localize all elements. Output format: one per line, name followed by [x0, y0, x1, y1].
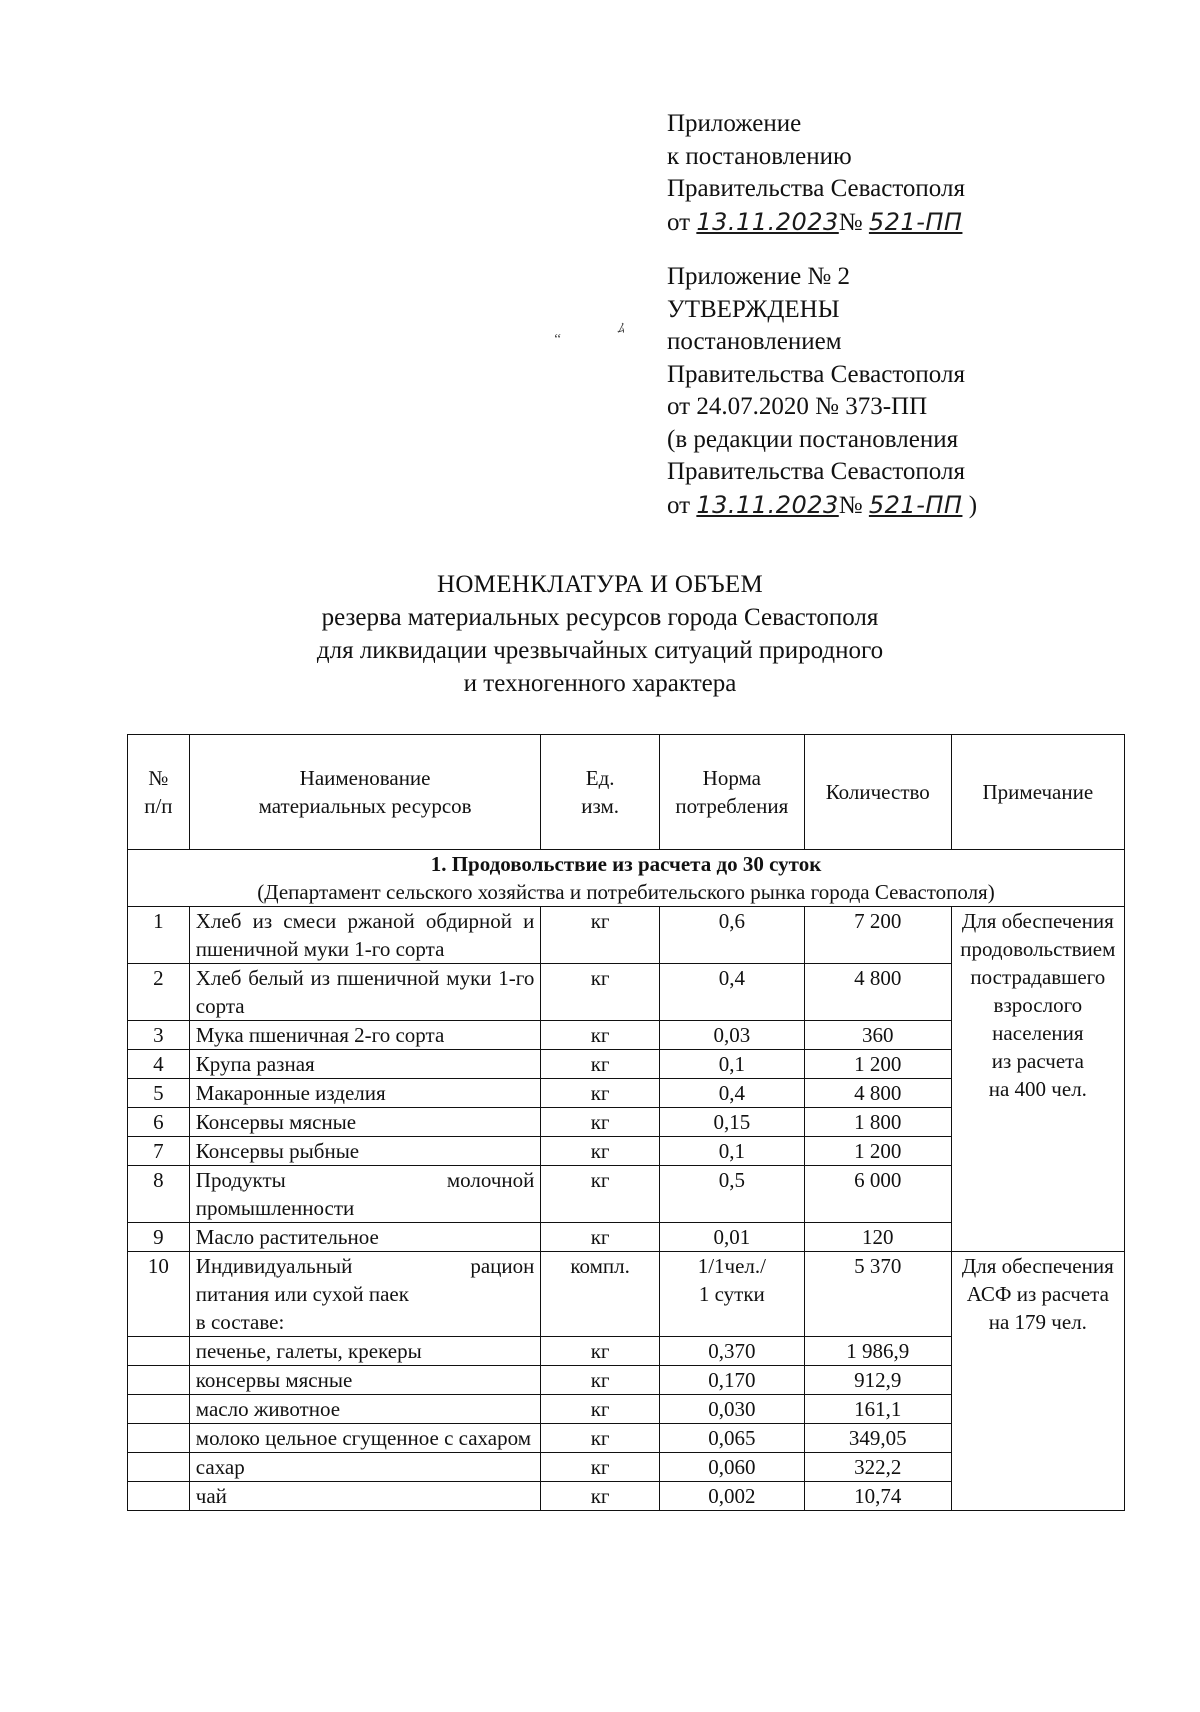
government3-label: Правительства Севастополя — [667, 458, 965, 485]
scan-mark: ﾑ — [617, 322, 624, 337]
resources-table — [127, 734, 1125, 1511]
title-main: НОМЕНКЛАТУРА И ОБЪЕМ — [436, 571, 764, 598]
handwritten-number: 521-ПП — [868, 207, 963, 236]
row-unit: кг — [541, 1395, 660, 1424]
row-unit: кг — [541, 1453, 660, 1482]
row-norm: 0,4 — [659, 964, 804, 1021]
row-name: консервы мясные — [189, 1366, 541, 1395]
row-unit: кг — [541, 907, 660, 964]
section-subtitle: (Департамент сельского хозяйства и потребительского рынка города Севастополя) — [257, 880, 995, 904]
row-name: масло животное — [189, 1395, 541, 1424]
row-norm: 0,4 — [659, 1079, 804, 1108]
row-quantity: 322,2 — [804, 1453, 951, 1482]
row-quantity: 1 800 — [804, 1108, 951, 1137]
col-note: Примечание — [951, 735, 1124, 850]
title-line4: и техногенного характера — [463, 670, 737, 697]
edition-date-line — [667, 489, 977, 523]
row-name: Продукты молочной промышленности — [189, 1166, 541, 1223]
row-number — [128, 1337, 190, 1366]
row-norm: 0,370 — [659, 1337, 804, 1366]
by-resolution-label: постановлением — [667, 328, 842, 355]
row-unit: кг — [541, 1079, 660, 1108]
row-quantity: 6 000 — [804, 1166, 951, 1223]
row-number — [128, 1453, 190, 1482]
row-quantity: 1 200 — [804, 1137, 951, 1166]
date-prefix: от — [667, 208, 691, 236]
row-note-group1: Для обеспечения продовольствием пострадавшего взрослого населения из расчета на 400 чел. — [951, 907, 1124, 1252]
handwritten-date: 13.11.2023 — [696, 207, 839, 236]
row-number — [128, 1424, 190, 1453]
row-name: Индивидуальный рацион питания или сухой паек в составе: — [189, 1252, 541, 1337]
row-name: Консервы мясные — [189, 1108, 541, 1137]
col-name: Наименование материальных ресурсов — [189, 735, 541, 850]
row-unit: кг — [541, 1166, 660, 1223]
title-line3: для ликвидации чрезвычайных ситуаций природного — [316, 637, 884, 664]
row-quantity: 1 200 — [804, 1050, 951, 1079]
row-unit: кг — [541, 1021, 660, 1050]
row-number: 5 — [128, 1079, 190, 1108]
row-norm: 1/1чел./ 1 сутки — [659, 1252, 804, 1337]
appendix2-label: Приложение № 2 — [667, 263, 851, 290]
row-norm: 0,03 — [659, 1021, 804, 1050]
table-row — [128, 907, 1125, 964]
section-cell — [128, 850, 1125, 907]
approved-label: УТВЕРЖДЕНЫ — [667, 295, 840, 323]
row-number: 2 — [128, 964, 190, 1021]
government-label: Правительства Севастополя — [667, 175, 965, 202]
row-unit: кг — [541, 1482, 660, 1511]
row-quantity: 161,1 — [804, 1395, 951, 1424]
original-date-label: от 24.07.2020 № 373-ПП — [667, 393, 928, 420]
document-title — [0, 568, 1200, 700]
row-number: 10 — [128, 1252, 190, 1337]
row-unit: кг — [541, 1050, 660, 1079]
row-unit: кг — [541, 1337, 660, 1366]
government2-label: Правительства Севастополя — [667, 360, 965, 388]
resolution-date-line — [667, 206, 977, 240]
date-prefix: от — [667, 491, 691, 519]
row-unit: кг — [541, 1424, 660, 1453]
appendix-label: Приложение — [667, 110, 802, 137]
row-number: 9 — [128, 1223, 190, 1252]
row-number: 7 — [128, 1137, 190, 1166]
row-note-group2: Для обеспечения АСФ из расчета на 179 чел. — [951, 1252, 1124, 1511]
row-norm: 0,5 — [659, 1166, 804, 1223]
col-quantity: Количество — [804, 735, 951, 850]
row-number: 6 — [128, 1108, 190, 1137]
row-name: Хлеб белый из пшеничной муки 1-го сорта — [189, 964, 541, 1021]
row-quantity: 120 — [804, 1223, 951, 1252]
row-name: Консервы рыбные — [189, 1137, 541, 1166]
row-quantity: 4 800 — [804, 1079, 951, 1108]
row-norm: 0,060 — [659, 1453, 804, 1482]
row-norm: 0,1 — [659, 1137, 804, 1166]
row-name: Масло растительное — [189, 1223, 541, 1252]
row-name: Макаронные изделия — [189, 1079, 541, 1108]
row-number: 8 — [128, 1166, 190, 1223]
scan-mark: ‘‘ — [553, 332, 561, 347]
handwritten-date: 13.11.2023 — [696, 490, 839, 519]
row-name: Мука пшеничная 2-го сорта — [189, 1021, 541, 1050]
row-norm: 0,170 — [659, 1366, 804, 1395]
table-header-row — [128, 735, 1125, 850]
row-norm: 0,065 — [659, 1424, 804, 1453]
row-quantity: 1 986,9 — [804, 1337, 951, 1366]
row-quantity: 360 — [804, 1021, 951, 1050]
row-unit: кг — [541, 1366, 660, 1395]
closing-paren: ) — [968, 491, 978, 519]
row-quantity: 912,9 — [804, 1366, 951, 1395]
row-number — [128, 1366, 190, 1395]
handwritten-number: 521-ПП — [868, 490, 963, 519]
row-quantity: 4 800 — [804, 964, 951, 1021]
row-unit: компл. — [541, 1252, 660, 1337]
col-number: № п/п — [128, 735, 190, 850]
row-quantity: 7 200 — [804, 907, 951, 964]
row-name: печенье, галеты, крекеры — [189, 1337, 541, 1366]
row-norm: 0,6 — [659, 907, 804, 964]
row-name: Хлеб из смеси ржаной обдирной и пшеничной муки 1-го сорта — [189, 907, 541, 964]
number-prefix: № — [838, 208, 863, 236]
row-unit: кг — [541, 964, 660, 1021]
row-number — [128, 1395, 190, 1424]
row-name: Крупа разная — [189, 1050, 541, 1079]
row-norm: 0,030 — [659, 1395, 804, 1424]
row-number: 1 — [128, 907, 190, 964]
row-quantity: 10,74 — [804, 1482, 951, 1511]
row-unit: кг — [541, 1137, 660, 1166]
section-title: 1. Продовольствие из расчета до 30 суток — [430, 852, 822, 876]
to-resolution-label: к постановлению — [667, 142, 852, 170]
row-norm: 0,002 — [659, 1482, 804, 1511]
row-norm: 0,1 — [659, 1050, 804, 1079]
row-unit: кг — [541, 1223, 660, 1252]
row-number — [128, 1482, 190, 1511]
table-row — [128, 1252, 1125, 1337]
row-name: сахар — [189, 1453, 541, 1482]
section-row — [128, 850, 1125, 907]
row-norm: 0,15 — [659, 1108, 804, 1137]
number-prefix: № — [838, 491, 863, 519]
row-number: 4 — [128, 1050, 190, 1079]
approval-header — [667, 108, 977, 522]
row-quantity: 5 370 — [804, 1252, 951, 1337]
col-norm: Норма потребления — [659, 735, 804, 850]
row-name: молоко цельное сгущенное с сахаром — [189, 1424, 541, 1453]
title-line2: резерва материальных ресурсов города Севастополя — [321, 604, 879, 631]
col-unit: Ед. изм. — [541, 735, 660, 850]
edition-label: (в редакции постановления — [667, 425, 959, 453]
row-name: чай — [189, 1482, 541, 1511]
row-unit: кг — [541, 1108, 660, 1137]
row-number: 3 — [128, 1021, 190, 1050]
row-norm: 0,01 — [659, 1223, 804, 1252]
row-quantity: 349,05 — [804, 1424, 951, 1453]
